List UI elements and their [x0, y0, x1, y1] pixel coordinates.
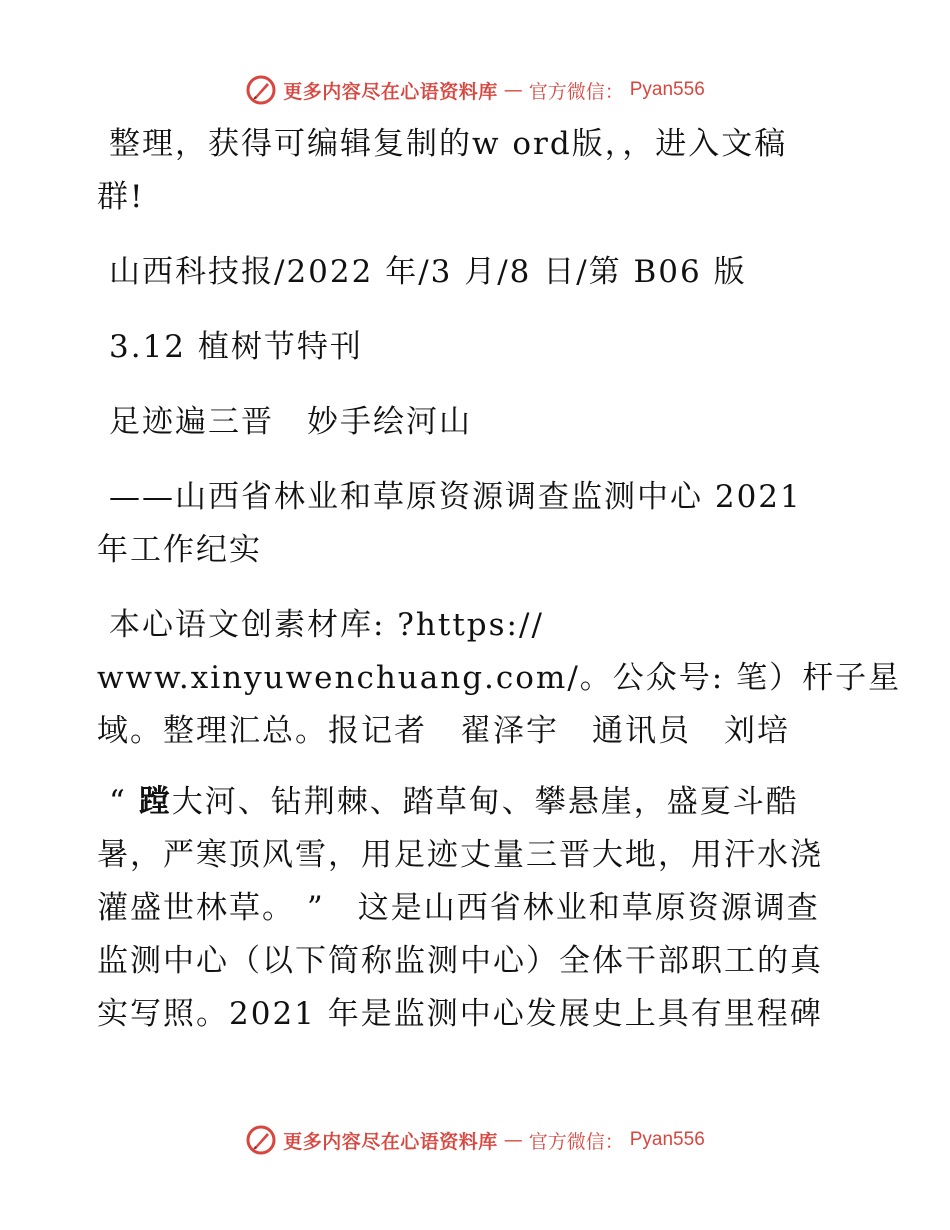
column-title: 3.12 植树节特刊	[109, 329, 363, 365]
quill-logo-icon	[245, 1124, 277, 1156]
credit-line-2: www.xinyuwenchuang.com/。公众号: 笔）杆子星	[97, 660, 902, 696]
intro-line-2: 群!	[97, 179, 145, 215]
body-line-2: 暑，严寒顶风雪，用足迹丈量三晋大地，用汗水浇	[97, 837, 823, 873]
quote-open: “	[109, 784, 127, 820]
credit-line-3: 域。整理汇总。报记者 翟泽宇 通讯员 刘培	[97, 713, 790, 749]
quill-logo-icon	[245, 74, 277, 106]
banner-handle: Pyan556	[629, 79, 705, 100]
headline: 足迹遍三晋 妙手绘河山	[109, 404, 472, 440]
footer-banner	[0, 1120, 950, 1160]
intro-line-1: 整理，获得可编辑复制的w ord版，，进入文稿	[109, 126, 788, 162]
banner-label: 官方微信：	[528, 1130, 624, 1153]
header-banner	[0, 70, 950, 110]
banner-label: 官方微信：	[528, 80, 624, 103]
banner-handle: Pyan556	[629, 1129, 705, 1150]
banner-separator: —	[503, 1129, 523, 1151]
body-line-1	[97, 776, 857, 829]
body-line-1-rest: 大河、钻荆棘、踏草甸、攀悬崖，盛夏斗酷	[171, 784, 799, 820]
subheadline-line-1: ——山西省林业和草原资源调查监测中心 2021	[109, 479, 802, 515]
document-body	[97, 118, 902, 1041]
body-line-3: 灌盛世林草。 ” 这是山西省林业和草原资源调查	[97, 890, 820, 926]
credit-line-1: 本心语文创素材库: ?https://	[109, 607, 544, 643]
body-line-4: 监测中心（以下简称监测中心）全体干部职工的真	[97, 943, 823, 979]
source-line: 山西科技报/2022 年/3 月/8 日/第 B06 版	[109, 254, 747, 290]
banner-text: 更多内容尽在心语资料库	[283, 1130, 498, 1153]
banner-separator: —	[503, 79, 523, 101]
body-strong-char: 蹚	[138, 784, 172, 820]
body-line-5: 实写照。2021 年是监测中心发展史上具有里程碑	[97, 996, 823, 1032]
banner-text: 更多内容尽在心语资料库	[283, 80, 498, 103]
subheadline-line-2: 年工作纪实	[97, 532, 262, 568]
